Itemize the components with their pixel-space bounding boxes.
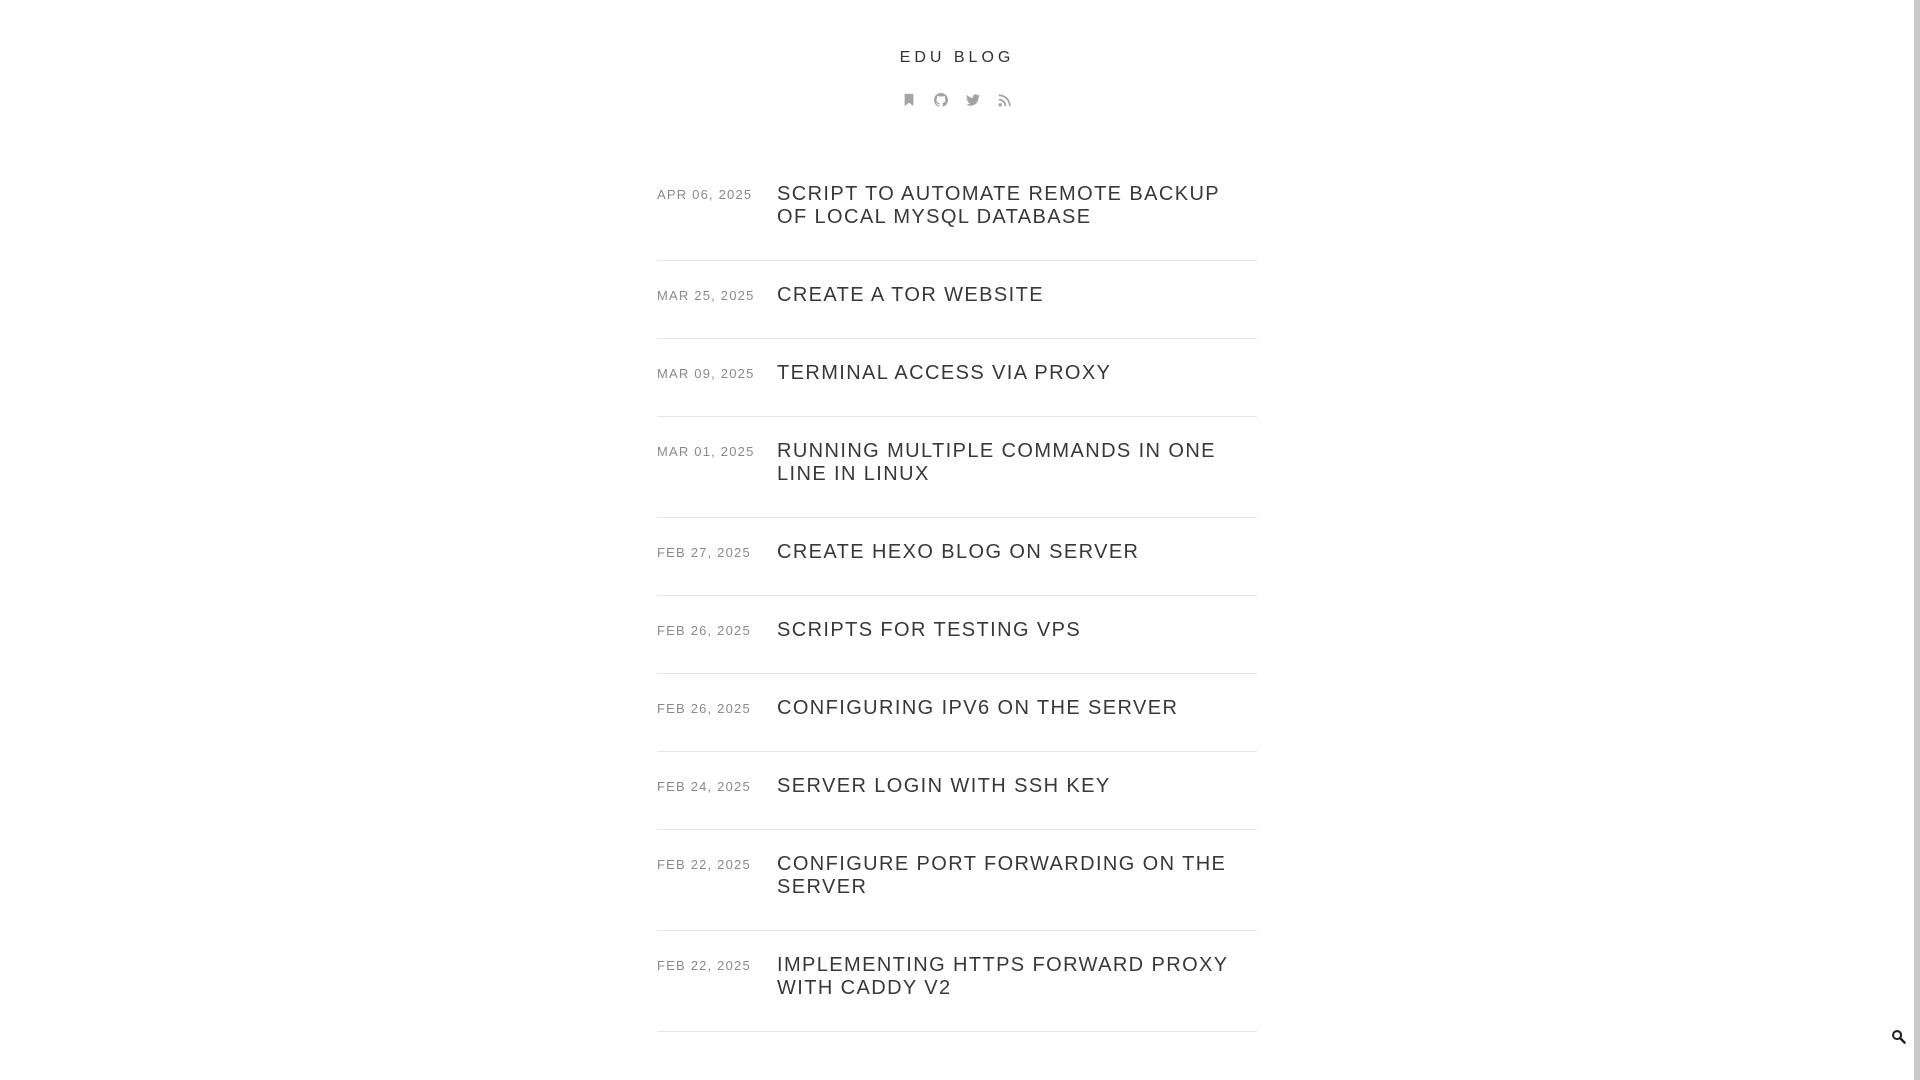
bookmark-icon[interactable] <box>901 92 917 108</box>
post-date: APR 06, 2025 <box>657 187 753 202</box>
post-date: MAR 25, 2025 <box>657 288 755 303</box>
post-date: FEB 24, 2025 <box>657 779 751 794</box>
post-item <box>657 417 1257 518</box>
site-title-link[interactable]: EDU BLOG <box>899 49 1015 66</box>
search-button[interactable] <box>1888 1026 1908 1046</box>
post-item <box>657 596 1257 674</box>
post-date: FEB 27, 2025 <box>657 545 751 560</box>
post-item <box>657 752 1257 830</box>
post-date: FEB 22, 2025 <box>657 857 751 872</box>
post-item <box>657 339 1257 417</box>
post-title-link[interactable]: TERMINAL ACCESS VIA PROXY <box>777 362 1112 384</box>
post-title-link[interactable]: CONFIGURING IPV6 ON THE SERVER <box>777 697 1179 719</box>
page-scrollbar[interactable] <box>1914 0 1920 1080</box>
post-title-link[interactable]: CREATE A TOR WEBSITE <box>777 284 1044 306</box>
post-item <box>657 674 1257 752</box>
twitter-icon[interactable] <box>965 92 981 108</box>
github-icon[interactable] <box>933 92 949 108</box>
rss-icon[interactable] <box>997 92 1013 108</box>
post-title-link[interactable]: IMPLEMENTING HTTPS FORWARD PROXY WITH CADDY V2 <box>777 954 1229 999</box>
post-title-link[interactable]: RUNNING MULTIPLE COMMANDS IN ONE LINE IN LINUX <box>777 440 1216 485</box>
post-item <box>657 518 1257 596</box>
post-item <box>657 830 1257 931</box>
post-list <box>657 160 1257 1032</box>
post-title-link[interactable]: SCRIPT TO AUTOMATE REMOTE BACKUP OF LOCAL MYSQL DATABASE <box>777 183 1220 228</box>
post-title-link[interactable]: SCRIPTS FOR TESTING VPS <box>777 619 1082 641</box>
social-links <box>0 92 1914 108</box>
post-date: MAR 09, 2025 <box>657 366 755 381</box>
scrollbar-thumb[interactable] <box>1914 0 1920 1080</box>
post-title-link[interactable]: CONFIGURE PORT FORWARDING ON THE SERVER <box>777 853 1227 898</box>
post-item <box>657 261 1257 339</box>
post-item <box>657 160 1257 261</box>
post-date: FEB 22, 2025 <box>657 958 751 973</box>
post-title-link[interactable]: CREATE HEXO BLOG ON SERVER <box>777 541 1140 563</box>
post-date: FEB 26, 2025 <box>657 623 751 638</box>
post-date: FEB 26, 2025 <box>657 701 751 716</box>
post-date: MAR 01, 2025 <box>657 444 755 459</box>
search-icon <box>1891 1029 1906 1044</box>
post-item <box>657 931 1257 1032</box>
post-title-link[interactable]: SERVER LOGIN WITH SSH KEY <box>777 775 1111 797</box>
